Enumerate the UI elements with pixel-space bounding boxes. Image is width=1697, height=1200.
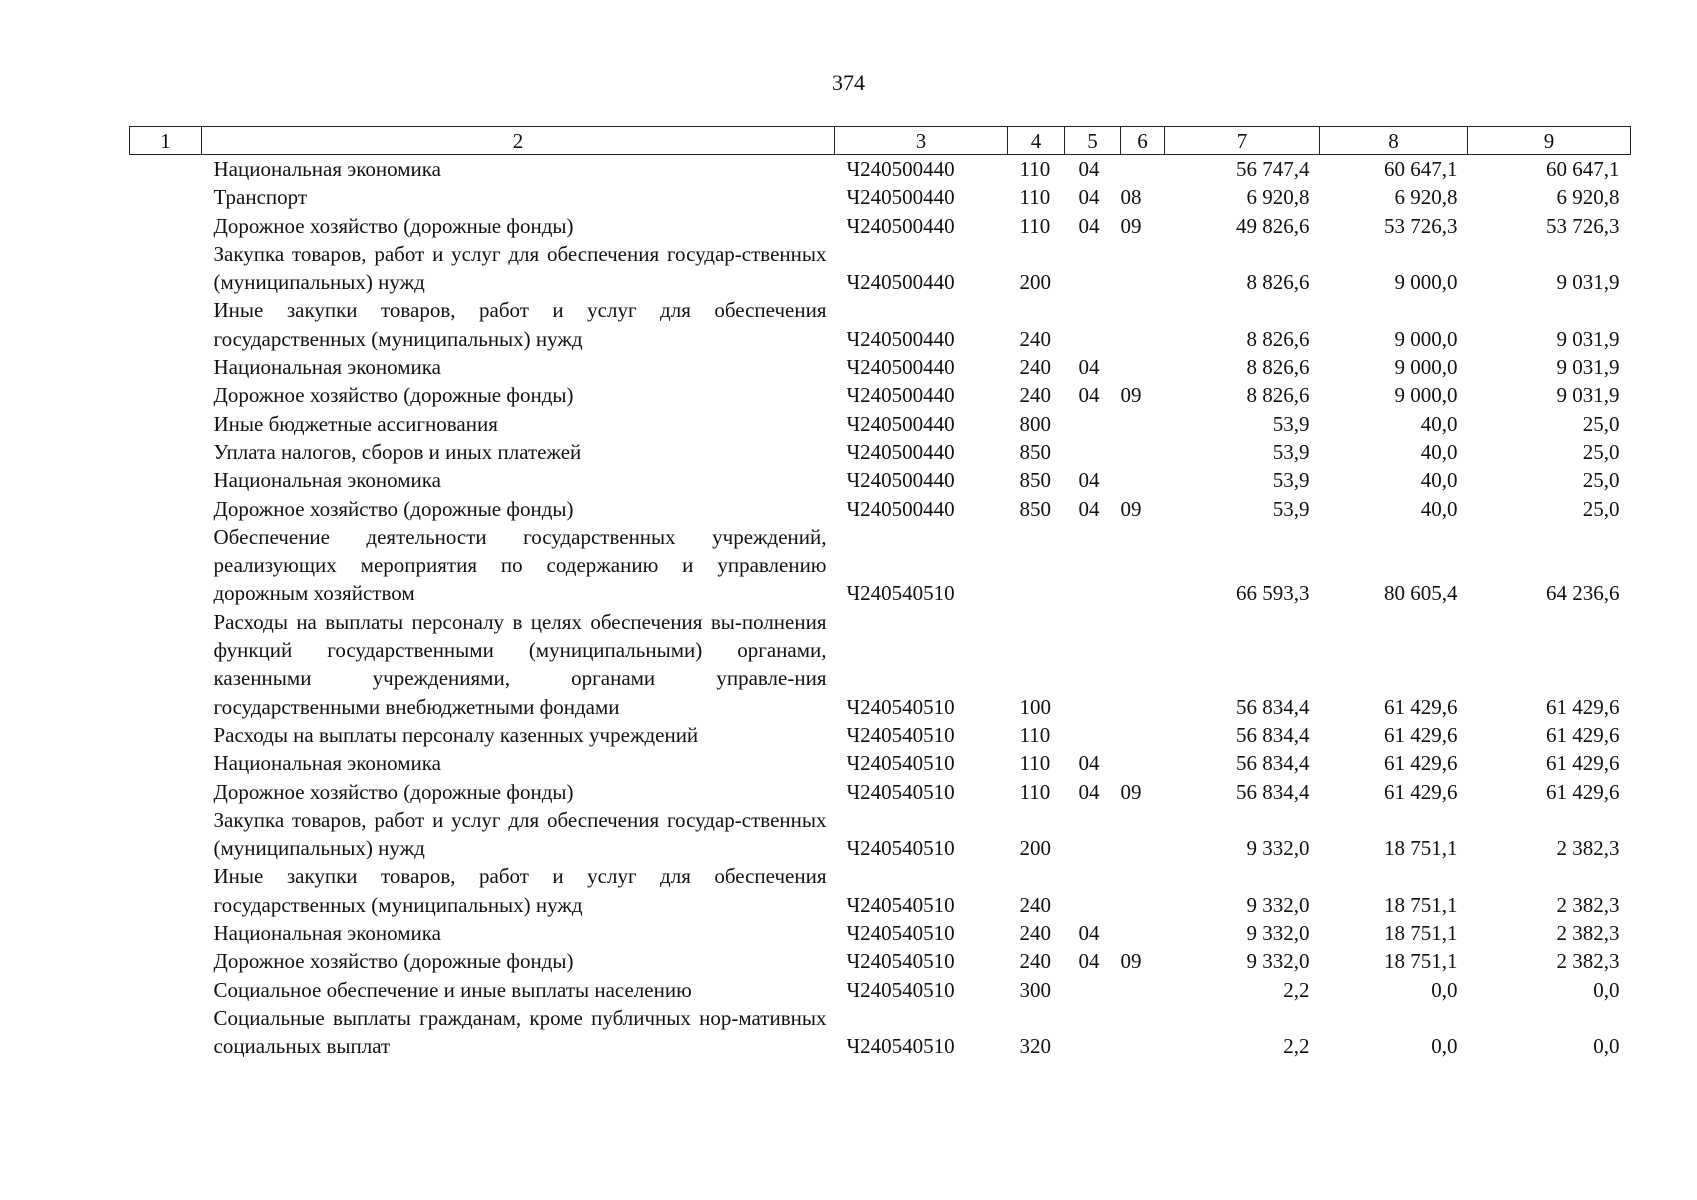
table-row [130,410,1631,438]
cell-subsection: 09 [1120,213,1142,238]
cell-amount-8: 61 429,6 [1384,751,1458,776]
cell-amount-9: 9 031,9 [1556,383,1620,408]
cell-name: Иные закупки товаров, работ и услуг для обеспечения государственных (муниципальных) нужд [213,298,827,351]
cell-amount-9: 60 647,1 [1546,157,1620,181]
cell-amount-8: 53 726,3 [1384,213,1458,238]
cell-amount-9: 2 382,3 [1556,949,1620,974]
cell-section [1065,721,1121,749]
cell-section: 04 [1078,468,1100,493]
cell-expense-type: 110 [1019,722,1051,747]
cell-blank [130,381,202,409]
cell-amount-9: 9 031,9 [1556,326,1620,351]
cell-amount-7: 56 834,4 [1236,779,1310,804]
cell-amount-7: 9 332,0 [1246,836,1310,861]
table-row [130,155,1631,184]
cell-name: Транспорт [213,185,308,210]
cell-blank [130,296,202,353]
cell-amount-8: 60 647,1 [1384,157,1458,181]
cell-blank [130,438,202,466]
table-row [130,749,1631,777]
cell-amount-8: 18 751,1 [1384,949,1458,974]
cell-section [1065,240,1121,297]
cell-expense-type: 240 [1019,949,1051,974]
cell-section: 04 [1078,751,1100,776]
cell-amount-8: 40,0 [1420,468,1458,493]
cell-amount-7: 2,2 [1283,977,1310,1002]
cell-amount-7: 49 826,6 [1236,213,1310,238]
cell-amount-9: 61 429,6 [1546,751,1620,776]
cell-amount-9: 53 726,3 [1546,213,1620,238]
cell-subsection [1121,749,1165,777]
page-number: 374 [832,70,865,95]
cell-amount-7: 56 834,4 [1236,722,1310,747]
cell-blank [130,155,202,184]
cell-blank [130,353,202,381]
cell-section: 04 [1078,383,1100,408]
cell-expense-type: 240 [1019,921,1051,946]
cell-subsection [1121,353,1165,381]
cell-amount-7: 8 826,6 [1246,326,1310,351]
table-row [130,212,1631,240]
cell-expense-type: 110 [1019,213,1051,238]
table-row [130,778,1631,806]
table-row [130,947,1631,975]
cell-target-code: Ч240540510 [846,892,955,917]
header-col-3: 3 [835,127,1008,155]
cell-section: 04 [1078,213,1100,238]
cell-subsection [1121,1004,1165,1061]
cell-expense-type: 200 [1019,836,1051,861]
cell-name: Национальная экономика [213,751,441,776]
header-col-1: 1 [130,127,202,155]
cell-subsection [1121,976,1165,1004]
cell-subsection [1121,466,1165,494]
cell-name: Расходы на выплаты персоналу казенных учреждений [213,722,699,747]
cell-amount-9: 25,0 [1582,496,1620,521]
cell-target-code: Ч240500440 [846,157,955,181]
cell-section: 04 [1078,779,1100,804]
cell-section [1065,438,1121,466]
cell-expense-type: 300 [1019,977,1051,1002]
cell-target-code: Ч240500440 [846,496,955,521]
cell-amount-8: 9 000,0 [1394,270,1458,295]
cell-amount-8: 40,0 [1420,496,1458,521]
cell-target-code: Ч240540510 [846,949,955,974]
cell-amount-8: 18 751,1 [1384,921,1458,946]
cell-expense-type: 110 [1019,157,1051,181]
cell-amount-9: 0,0 [1593,977,1620,1002]
cell-amount-8: 80 605,4 [1384,581,1458,606]
cell-section [1065,806,1121,863]
cell-subsection [1121,410,1165,438]
cell-expense-type [1008,523,1065,608]
cell-name: Дорожное хозяйство (дорожные фонды) [213,213,574,238]
cell-section [1065,410,1121,438]
table-row [130,296,1631,353]
cell-target-code: Ч240540510 [846,977,955,1002]
cell-subsection: 09 [1120,383,1142,408]
cell-subsection: 09 [1120,779,1142,804]
cell-amount-7: 56 834,4 [1236,694,1310,719]
table-row [130,381,1631,409]
cell-section [1065,976,1121,1004]
cell-name: Расходы на выплаты персоналу в целях обеспечения вы-полнения функций государственными (муниципальными) органами, казенными учреждениями, органами управле-ния государственными внебюджетными фондами [213,609,827,719]
cell-expense-type: 240 [1019,355,1051,380]
cell-subsection [1121,240,1165,297]
cell-amount-9: 0,0 [1593,1034,1620,1059]
cell-amount-7: 9 332,0 [1246,949,1310,974]
cell-blank [130,240,202,297]
cell-amount-9: 25,0 [1582,439,1620,464]
table-body [130,155,1631,1061]
cell-amount-9: 2 382,3 [1556,921,1620,946]
cell-amount-7: 56 834,4 [1236,751,1310,776]
cell-target-code: Ч240540510 [846,751,955,776]
table-row [130,495,1631,523]
cell-amount-8: 40,0 [1420,439,1458,464]
budget-table [129,126,1631,1061]
cell-blank [130,495,202,523]
cell-amount-8: 61 429,6 [1384,694,1458,719]
cell-expense-type: 240 [1019,326,1051,351]
cell-name: Дорожное хозяйство (дорожные фонды) [213,779,574,804]
cell-amount-9: 61 429,6 [1546,722,1620,747]
cell-section [1065,523,1121,608]
cell-target-code: Ч240500440 [846,383,955,408]
table-row [130,183,1631,211]
table-row [130,466,1631,494]
cell-blank [130,976,202,1004]
cell-amount-7: 9 332,0 [1246,921,1310,946]
cell-section [1065,608,1121,721]
cell-section: 04 [1078,157,1100,181]
cell-amount-9: 25,0 [1582,468,1620,493]
cell-blank [130,947,202,975]
table-row [130,976,1631,1004]
cell-amount-7: 2,2 [1283,1034,1310,1059]
cell-subsection [1121,438,1165,466]
cell-expense-type: 850 [1019,496,1051,521]
cell-target-code: Ч240500440 [846,355,955,380]
cell-expense-type: 320 [1019,1034,1051,1059]
cell-expense-type: 100 [1019,694,1051,719]
cell-blank [130,1004,202,1061]
cell-amount-7: 9 332,0 [1246,892,1310,917]
table-row [130,438,1631,466]
cell-amount-8: 9 000,0 [1394,355,1458,380]
cell-name: Национальная экономика [213,157,441,181]
header-col-9: 9 [1468,127,1631,155]
cell-subsection [1121,806,1165,863]
cell-blank [130,778,202,806]
table-row [130,919,1631,947]
cell-expense-type: 110 [1019,185,1051,210]
table-row [130,608,1631,721]
cell-target-code: Ч240500440 [846,411,955,436]
cell-name: Дорожное хозяйство (дорожные фонды) [213,383,574,408]
cell-name: Дорожное хозяйство (дорожные фонды) [213,949,574,974]
cell-expense-type: 240 [1019,892,1051,917]
cell-section [1065,1004,1121,1061]
cell-amount-7: 6 920,8 [1246,185,1310,210]
cell-name: Уплата налогов, сборов и иных платежей [213,439,582,464]
cell-target-code: Ч240540510 [846,694,955,719]
cell-section: 04 [1078,355,1100,380]
cell-amount-9: 64 236,6 [1546,581,1620,606]
cell-target-code: Ч240500440 [846,185,955,210]
table-row [130,240,1631,297]
table-row [130,806,1631,863]
cell-section: 04 [1078,949,1100,974]
cell-amount-7: 53,9 [1272,496,1310,521]
cell-amount-7: 8 826,6 [1246,270,1310,295]
cell-section: 04 [1078,185,1100,210]
cell-amount-9: 9 031,9 [1556,270,1620,295]
cell-amount-9: 61 429,6 [1546,779,1620,804]
cell-target-code: Ч240500440 [846,213,955,238]
cell-amount-8: 9 000,0 [1394,383,1458,408]
cell-expense-type: 110 [1019,779,1051,804]
cell-subsection: 08 [1120,185,1142,210]
cell-name: Иные закупки товаров, работ и услуг для обеспечения государственных (муниципальных) нужд [213,864,827,917]
cell-expense-type: 800 [1019,411,1051,436]
cell-subsection [1121,721,1165,749]
table-row [130,1004,1631,1061]
cell-amount-8: 18 751,1 [1384,892,1458,917]
cell-amount-8: 61 429,6 [1384,779,1458,804]
cell-name: Иные бюджетные ассигнования [213,411,498,436]
header-col-2: 2 [202,127,835,155]
cell-blank [130,523,202,608]
header-col-5: 5 [1065,127,1121,155]
cell-blank [130,749,202,777]
header-col-6: 6 [1121,127,1165,155]
cell-section [1065,296,1121,353]
cell-amount-8: 0,0 [1431,1034,1458,1059]
cell-target-code: Ч240540510 [846,836,955,861]
table-row [130,523,1631,608]
cell-amount-8: 6 920,8 [1394,185,1458,210]
table-row [130,862,1631,919]
table-header [130,127,1631,155]
cell-subsection: 09 [1120,496,1142,521]
cell-name: Национальная экономика [213,468,441,493]
cell-subsection [1121,523,1165,608]
cell-blank [130,862,202,919]
cell-amount-8: 0,0 [1431,977,1458,1002]
cell-section [1065,862,1121,919]
cell-blank [130,919,202,947]
cell-subsection: 09 [1120,949,1142,974]
cell-target-code: Ч240540510 [846,779,955,804]
cell-amount-8: 18 751,1 [1384,836,1458,861]
cell-target-code: Ч240540510 [846,1034,955,1059]
cell-expense-type: 240 [1019,383,1051,408]
cell-amount-9: 61 429,6 [1546,694,1620,719]
cell-blank [130,183,202,211]
cell-amount-7: 8 826,6 [1246,383,1310,408]
cell-target-code: Ч240500440 [846,270,955,295]
cell-amount-8: 9 000,0 [1394,326,1458,351]
cell-blank [130,212,202,240]
cell-amount-7: 53,9 [1272,439,1310,464]
cell-target-code: Ч240500440 [846,468,955,493]
cell-subsection [1121,155,1165,184]
cell-subsection [1121,919,1165,947]
cell-name: Закупка товаров, работ и услуг для обеспечения государ-ственных (муниципальных) нужд [213,807,827,861]
cell-blank [130,806,202,863]
cell-blank [130,466,202,494]
cell-name: Обеспечение деятельности государственных учреждений, реализующих мероприятия по содержанию и управлению дорожным хозяйством [213,524,827,606]
cell-amount-7: 53,9 [1272,411,1310,436]
cell-amount-7: 53,9 [1272,468,1310,493]
header-row [130,127,1631,155]
cell-blank [130,410,202,438]
cell-target-code: Ч240500440 [846,326,955,351]
cell-name: Национальная экономика [213,355,441,380]
cell-name: Закупка товаров, работ и услуг для обеспечения государ-ственных (муниципальных) нужд [213,241,827,295]
cell-subsection [1121,608,1165,721]
cell-name: Дорожное хозяйство (дорожные фонды) [213,496,574,521]
cell-amount-7: 56 747,4 [1236,157,1310,181]
cell-amount-9: 25,0 [1582,411,1620,436]
cell-target-code: Ч240540510 [846,722,955,747]
cell-amount-8: 61 429,6 [1384,722,1458,747]
cell-amount-7: 66 593,3 [1236,581,1310,606]
cell-blank [130,721,202,749]
cell-target-code: Ч240540510 [846,581,955,606]
cell-name: Социальное обеспечение и иные выплаты населению [213,977,692,1002]
cell-expense-type: 850 [1019,439,1051,464]
cell-section: 04 [1078,921,1100,946]
header-col-7: 7 [1165,127,1320,155]
header-col-8: 8 [1320,127,1468,155]
cell-amount-7: 8 826,6 [1246,355,1310,380]
header-col-4: 4 [1008,127,1065,155]
cell-amount-9: 2 382,3 [1556,836,1620,861]
table-row [130,353,1631,381]
cell-target-code: Ч240500440 [846,439,955,464]
cell-amount-9: 9 031,9 [1556,355,1620,380]
cell-amount-8: 40,0 [1420,411,1458,436]
table-row [130,721,1631,749]
cell-target-code: Ч240540510 [846,921,955,946]
cell-section: 04 [1078,496,1100,521]
cell-amount-9: 6 920,8 [1556,185,1620,210]
cell-expense-type: 850 [1019,468,1051,493]
cell-subsection [1121,296,1165,353]
cell-blank [130,608,202,721]
cell-amount-9: 2 382,3 [1556,892,1620,917]
cell-expense-type: 200 [1019,270,1051,295]
cell-subsection [1121,862,1165,919]
cell-name: Национальная экономика [213,921,441,946]
cell-expense-type: 110 [1019,751,1051,776]
cell-name: Социальные выплаты гражданам, кроме публичных нор-мативных социальных выплат [213,1005,827,1059]
